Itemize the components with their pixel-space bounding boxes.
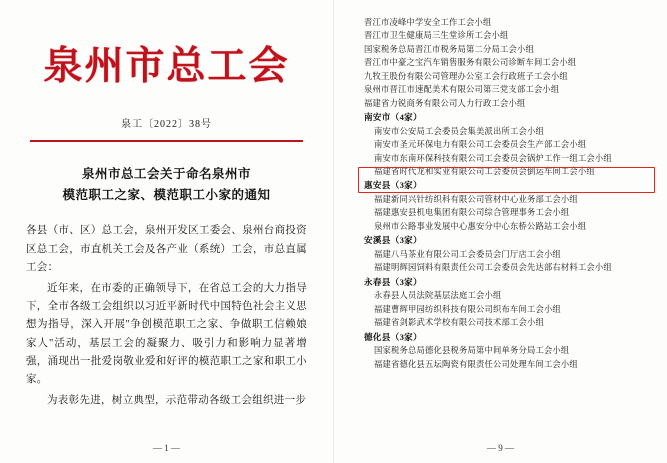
list-item: 晋江市卫生健康局三生堂诊所工会小组 [364,31,509,41]
document-page-right [333,0,667,463]
page-number-right: — 9 — [487,443,514,453]
body-paragraph: 各县（市、区）总工会，泉州开发区工委会、泉州台商投资区总工会，市直机关工会及各产业（系统）工会，市总直属工会： [26,225,307,274]
group-heading: 安溪县（3家） [364,235,422,246]
document-body [26,222,307,410]
list-item: 南安市公安局工会委员会集美派出所工会小组 [374,126,544,136]
list-item: 福建省剑影武术学校有限公司技术部工会小组 [374,318,544,328]
list-item: 晋江市凌峰中学安全工作工会小组 [364,18,492,27]
document-title-line-1: 泉州市总工会关于命名泉州市 [81,166,251,181]
document-title-line-2: 模范职工之家、模范职工小家的通知 [62,188,271,203]
list-item: 国家税务总局德化县税务局第中间单务分局工会小组 [374,346,570,356]
list-item: 永春县人员法院基层法庭工会小组 [374,291,502,301]
list-item: 南安市东南环保科技有限公司工会委员会锅炉工作一组工会小组 [374,153,612,163]
list-item: 福建明辉园饲料有限责任公司工会委员会先达部右材料工会小组 [374,263,612,273]
union-group-list [364,16,645,371]
group-heading: 德化县（3家） [364,331,422,342]
document-page-left [0,0,333,463]
group-heading: 南安市（4家） [364,112,422,123]
document-title [26,164,307,207]
list-item: 晋江市中豪之宝汽车销售服务有限公司诊断车间工会小组 [364,58,577,68]
list-item: 福建省时代龙和实业有限公司工会委员会倒运车间工会小组 [374,166,595,176]
list-item: 九牧王股份有限公司管理办公室工会行政班子工会小组 [364,71,568,81]
list-item: 福建曹辉甲园纺织科技有限公司织布车间工会小组 [374,304,561,314]
group-heading: 永春县（3家） [364,276,422,287]
red-divider-rule [30,140,303,142]
list-item: 福建省力锐商务有限公司人力行政工会小组 [364,98,526,108]
list-item: 福建八马茶业有限公司工会委员会门厅店工会小组 [374,249,561,259]
list-item-highlighted: 南安市圣元环保电力有限公司工会委员会生产部工会小组 [374,140,587,150]
list-item: 泉州市公路事业发展中心惠安分中心东桥公路站工会小组 [374,221,587,231]
list-item: 福建新同兴针纺织科有限公司管材中心业务部工会小组 [374,195,578,205]
document-number: 泉工〔2022〕38号 [121,118,212,130]
list-item: 福建省德化县五坛陶瓷有限责任公司处理车间工会小组 [374,359,578,369]
list-item: 福建惠安县机电集团有限公司综合管理事务工会小组 [374,208,570,218]
body-paragraph: 近年来，在市委的正确领导下，在省总工会的大力指导下，全市各级工会组织以习近平新时代中国特色社会主义思想为指导，深入开展"争创模范职工之家、争做职工信赖娘家人"活动，基层工会的凝聚力、吸引力和影响力显著增强，涌现出一批爱岗敬业爱和好评的模范职工之家和职工小家。 [26,282,307,386]
group-heading: 惠安县（3家） [364,180,422,191]
organization-masthead: 泉州市总工会 [43,45,290,88]
list-item: 泉州市晋江市速配美术有限公司第三党支部工会小组 [364,85,560,95]
list-item: 国家税务总局晋江市税务局第二分局工会小组 [364,44,534,54]
body-paragraph: 为表彰先进，树立典型，示范带动各级工会组织进一步 [47,394,307,406]
page-number-left: — 1 — [153,443,180,453]
